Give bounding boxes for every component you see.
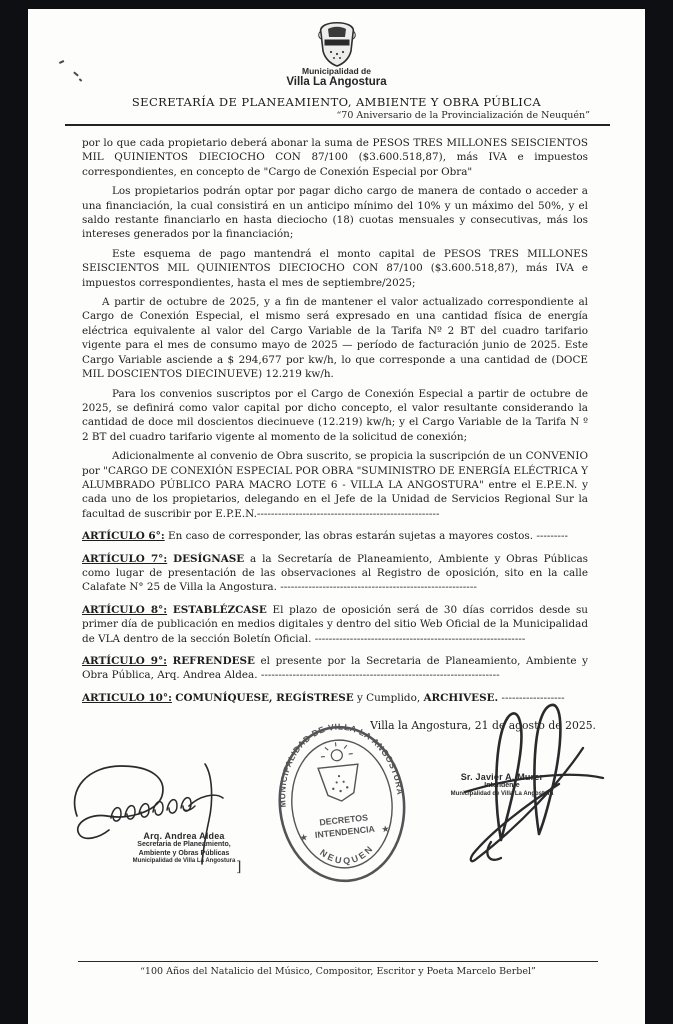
paragraph-3: Este esquema de pago mantendrá el monto capital de PESOS TRES MILLONES SEISCIENTOS MIL QUINIENTOS DIECIOCHO CON 87/100 ($3.600.518,87), más IVA e impuestos correspondientes, hasta el mes de septiembre/2025; xyxy=(82,247,588,289)
paragraph-1: por lo que cada propietario deberá abonar la suma de PESOS TRES MILLONES SEISCIENTOS MIL QUINIENTOS DIECIOCHO CON 87/100 ($3.600.518,87), más IVA e impuestos correspondientes, en concepto de "Cargo de Conexión Especial por Obra" xyxy=(82,137,588,178)
header-rule xyxy=(65,124,610,126)
article-7-label: ARTÍCULO 7°: xyxy=(82,552,168,565)
document-body xyxy=(82,136,596,739)
paragraph-4: A partir de octubre de 2025, y a fin de mantener el valor actualizado correspondiente al Cargo de Conexión Especial, el mismo será expresado en una cantidad física de energía eléctrica equivalente al valor del Cargo Variable de la Tarifa Nº 2 BT del cuadro tarifario vigente para el mes de consumo mayo de 2025 — período de facturación junio de 2025. Este Cargo Variable asciende a $ 294,677 por kw/h, lo que corresponde a una cantidad de (DOCE MIL DOSCIENTOS DIECINUEVE) 12.219 kw/h. xyxy=(82,296,588,381)
article-10-tail: ------------------ xyxy=(498,691,565,704)
article-10-label: ARTICULO 10°: xyxy=(82,691,172,704)
article-6 xyxy=(82,529,588,543)
department-title: SECRETARÍA DE PLANEAMIENTO, AMBIENTE Y OBRA PÚBLICA xyxy=(131,95,542,109)
article-7-verb: DESÍGNASE xyxy=(173,552,245,565)
signer-right-org: Municipalidad de Villa La Angostura xyxy=(450,790,554,797)
svg-text:MUNICIPALIDAD DE VILLA LA ANGO xyxy=(270,715,406,808)
signer-left-role1: Secretaria de Planeamiento, xyxy=(137,841,231,848)
footer-rule xyxy=(78,961,598,962)
article-9-verb: REFRENDESE xyxy=(172,655,255,667)
logo-caption-line2: Villa La Angostura xyxy=(286,76,387,88)
signer-right-name: Sr. Javier A. Murer xyxy=(460,772,544,782)
article-10-verb2: ARCHIVESE. xyxy=(423,691,499,704)
signer-right-role: Intendente xyxy=(484,782,520,789)
article-9 xyxy=(82,654,588,683)
signature-left-block xyxy=(100,831,268,866)
signer-left-org: Municipalidad de Villa La Angostura xyxy=(132,858,236,864)
article-9-label: ARTÍCULO 9°: xyxy=(82,655,167,667)
municipal-crest-icon xyxy=(317,21,357,67)
seal-center-line2: INTENDENCIA xyxy=(314,823,376,840)
article-8-text: El plazo de oposición será de 30 días corridos desde su primer día de publicación en medios digitales y dentro del sitio Web Oficial de la Municipalidad de VLA dentro de la sección Boletín Oficial. ------------------------------------------------------------ xyxy=(82,603,588,645)
seal-bottom-text: NEUQUEN xyxy=(318,842,376,866)
article-8-verb: ESTABLÉZCASE xyxy=(172,603,267,616)
ink-speck xyxy=(59,60,64,63)
article-10-mid: y Cumplido, xyxy=(353,691,424,704)
seal-ring-text: MUNICIPALIDAD DE VILLA LA ANGOSTURA xyxy=(277,721,406,808)
footer xyxy=(78,961,598,977)
date-line: Villa la Angostura, 21 de agosto de 2025. xyxy=(370,719,596,733)
paragraph-2: Los propietarios podrán optar por pagar dicho cargo de manera de contado o acceder a una financiación, la cual consistirá en un anticipo mínimo del 10% y un máximo del 50%, y el saldo restante financiarlo en hasta dieciocho (18) cuotas mensuales y consecutivas, más los intereses generados por la financiación; xyxy=(82,185,588,241)
document-page xyxy=(28,9,645,1024)
article-7-text: a la Secretaría de Planeamiento, Ambiente y Obras Públicas como lugar de presentación de las observaciones al Registro de oposición, sito en la calle Calafate N° 25 de Villa la Angostura. -------------------------------------------------------- xyxy=(82,552,588,594)
signer-left-role2: Ambiente y Obras Públicas xyxy=(138,849,230,857)
signer-left-name: Arq. Andrea Aldea xyxy=(143,831,225,841)
paragraph-5: Para los convenios suscriptos por el Cargo de Conexión Especial a partir de octubre de 2025, se definirá como valor capital por dicho concepto, el valor resultante considerando la cantidad de doce mil doscientos diecinueve (12.219) kw/h; y el Cargo Variable de la Tarifa N º 2 BT del cuadro tarifario vigente al momento de la solicitud de conexión; xyxy=(82,387,588,443)
article-7 xyxy=(82,552,588,595)
article-10-verb: COMUNÍQUESE, REGÍSTRESE xyxy=(175,691,354,704)
bracket-mark: ] xyxy=(236,859,242,875)
paragraph-6: Adicionalmente al convenio de Obra suscrito, se propicia la suscripción de un CONVENIO por "CARGO DE CONEXIÓN ESPECIAL POR OBRA "SUMINISTRO DE ENERGÍA ELÉCTRICA Y ALUMBRADO PÚBLICO PARA MACRO LOTE 6 - VILLA LA ANGOSTURA" entre el E.P.E.N. y cada uno de los propietarios, delegando en el Jefe de la Unidad de Servicios Regional Sur la facultad de suscribir por E.P.E.N.---------------------------------------------------- xyxy=(82,450,588,520)
footer-motto: “100 Años del Natalicio del Músico, Compositor, Escritor y Poeta Marcelo Berbel” xyxy=(140,966,536,977)
article-9-text: el presente por la Secretaria de Planeamiento, Ambiente y Obra Pública, Arq. Andrea Aldea. -------------------------------------------------------------------- xyxy=(82,655,588,682)
article-6-text: En caso de corresponder, las obras estarán sujetas a mayores costos. --------- xyxy=(164,530,568,543)
official-seal-stamp-icon xyxy=(267,715,418,893)
seal-star-left-icon: ★ xyxy=(299,832,308,843)
header-motto: “70 Aniversario de la Provincialización de Neuquén” xyxy=(336,110,590,121)
article-8-label: ARTÍCULO 8°: xyxy=(82,603,168,616)
article-6-label: ARTÍCULO 6°: xyxy=(82,530,165,543)
signature-right-stroke-icon xyxy=(431,692,626,872)
logo-caption-line1: Municipalidad de xyxy=(302,66,371,76)
seal-center-line1: DECRETOS xyxy=(318,812,369,828)
seal-star-right-icon: ★ xyxy=(381,824,390,834)
article-8 xyxy=(82,603,588,646)
